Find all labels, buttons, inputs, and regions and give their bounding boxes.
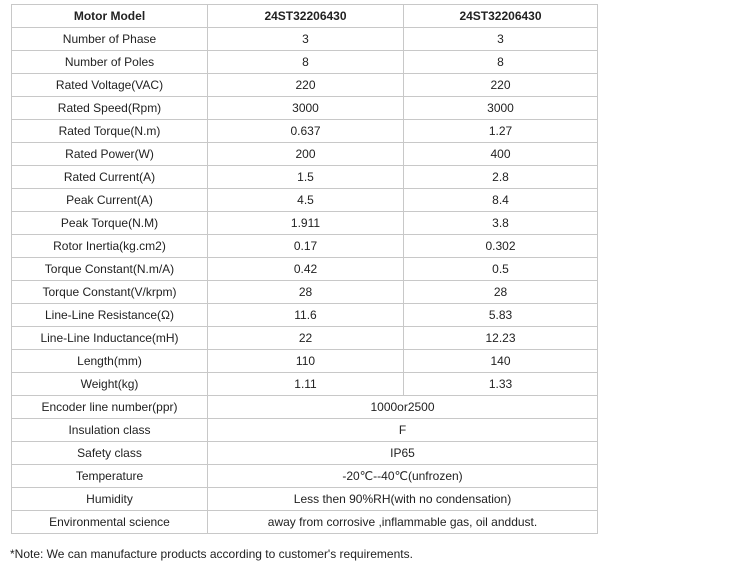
row-value-b: 3000 xyxy=(404,97,598,120)
row-value-b: 140 xyxy=(404,350,598,373)
row-value-a: 0.42 xyxy=(208,258,404,281)
row-label: Rated Power(W) xyxy=(12,143,208,166)
row-value-b: 8 xyxy=(404,51,598,74)
row-value-b: 1.27 xyxy=(404,120,598,143)
table-row xyxy=(12,74,598,97)
row-value-a: 11.6 xyxy=(208,304,404,327)
header-model-a: 24ST32206430 xyxy=(208,5,404,28)
row-label: Environmental science xyxy=(12,511,208,534)
row-label: Encoder line number(ppr) xyxy=(12,396,208,419)
table-row-shared xyxy=(12,396,598,419)
row-value-shared: Less then 90%RH(with no condensation) xyxy=(208,488,598,511)
table-row-shared xyxy=(12,465,598,488)
table-row xyxy=(12,166,598,189)
row-value-b: 400 xyxy=(404,143,598,166)
row-label: Temperature xyxy=(12,465,208,488)
row-value-b: 3 xyxy=(404,28,598,51)
row-value-a: 1.11 xyxy=(208,373,404,396)
table-row xyxy=(12,281,598,304)
row-value-b: 1.33 xyxy=(404,373,598,396)
row-value-b: 3.8 xyxy=(404,212,598,235)
row-label: Humidity xyxy=(12,488,208,511)
row-label: Peak Current(A) xyxy=(12,189,208,212)
table-row xyxy=(12,258,598,281)
table-row xyxy=(12,120,598,143)
row-value-shared: away from corrosive ,inflammable gas, oil anddust. xyxy=(208,511,598,534)
row-value-b: 2.8 xyxy=(404,166,598,189)
row-value-b: 12.23 xyxy=(404,327,598,350)
row-value-b: 220 xyxy=(404,74,598,97)
row-label: Torque Constant(V/krpm) xyxy=(12,281,208,304)
row-value-b: 0.302 xyxy=(404,235,598,258)
table-row xyxy=(12,97,598,120)
row-label: Line-Line Resistance(Ω) xyxy=(12,304,208,327)
row-label: Torque Constant(N.m/A) xyxy=(12,258,208,281)
row-label: Line-Line Inductance(mH) xyxy=(12,327,208,350)
motor-spec-table xyxy=(11,4,598,534)
table-row-shared xyxy=(12,511,598,534)
table-row-shared xyxy=(12,442,598,465)
row-label: Number of Phase xyxy=(12,28,208,51)
row-value-a: 28 xyxy=(208,281,404,304)
row-value-b: 0.5 xyxy=(404,258,598,281)
table-row xyxy=(12,51,598,74)
row-value-b: 28 xyxy=(404,281,598,304)
row-value-a: 110 xyxy=(208,350,404,373)
table-row xyxy=(12,350,598,373)
row-value-b: 8.4 xyxy=(404,189,598,212)
table-header-row xyxy=(12,5,598,28)
row-label: Rated Voltage(VAC) xyxy=(12,74,208,97)
header-label: Motor Model xyxy=(12,5,208,28)
row-value-a: 3000 xyxy=(208,97,404,120)
row-value-a: 1.5 xyxy=(208,166,404,189)
table-row xyxy=(12,304,598,327)
table-row xyxy=(12,28,598,51)
header-model-b: 24ST32206430 xyxy=(404,5,598,28)
row-value-a: 22 xyxy=(208,327,404,350)
row-label: Rated Speed(Rpm) xyxy=(12,97,208,120)
row-value-b: 5.83 xyxy=(404,304,598,327)
row-label: Length(mm) xyxy=(12,350,208,373)
row-value-a: 3 xyxy=(208,28,404,51)
table-row xyxy=(12,373,598,396)
table-row-shared xyxy=(12,488,598,511)
row-label: Peak Torque(N.M) xyxy=(12,212,208,235)
row-value-shared: 1000or2500 xyxy=(208,396,598,419)
row-label: Rated Torque(N.m) xyxy=(12,120,208,143)
row-value-shared: F xyxy=(208,419,598,442)
table-row xyxy=(12,143,598,166)
row-value-a: 8 xyxy=(208,51,404,74)
row-label: Rated Current(A) xyxy=(12,166,208,189)
table-row-shared xyxy=(12,419,598,442)
row-value-a: 4.5 xyxy=(208,189,404,212)
row-value-a: 220 xyxy=(208,74,404,97)
table-row xyxy=(12,327,598,350)
footnote: *Note: We can manufacture products according to customer's requirements. xyxy=(10,547,413,561)
row-label: Rotor Inertia(kg.cm2) xyxy=(12,235,208,258)
row-value-a: 0.637 xyxy=(208,120,404,143)
row-value-shared: IP65 xyxy=(208,442,598,465)
table-row xyxy=(12,189,598,212)
table-row xyxy=(12,212,598,235)
row-value-a: 0.17 xyxy=(208,235,404,258)
row-label: Safety class xyxy=(12,442,208,465)
row-label: Insulation class xyxy=(12,419,208,442)
row-value-a: 200 xyxy=(208,143,404,166)
row-value-shared: -20℃--40℃(unfrozen) xyxy=(208,465,598,488)
row-label: Number of Poles xyxy=(12,51,208,74)
table-body xyxy=(12,28,598,534)
row-label: Weight(kg) xyxy=(12,373,208,396)
table-row xyxy=(12,235,598,258)
row-value-a: 1.911 xyxy=(208,212,404,235)
